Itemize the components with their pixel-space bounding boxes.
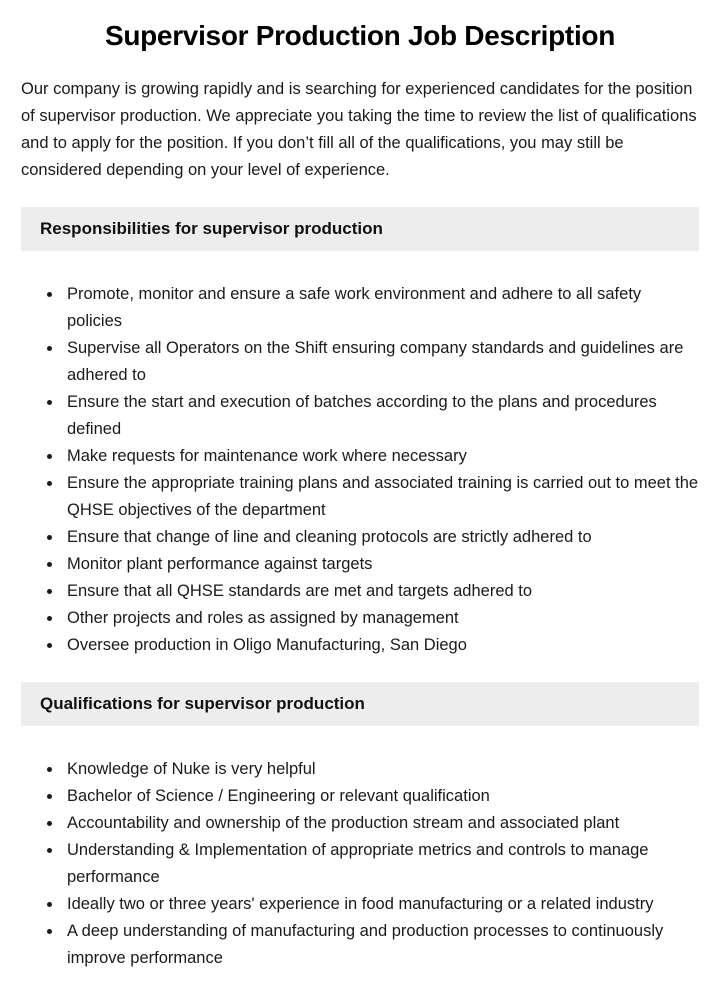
bullet-item: • Accountability and ownership of the production stream and associated plant <box>63 810 699 837</box>
bullet-item: • Knowledge of Nuke is very helpful <box>63 756 699 783</box>
qualifications-list <box>21 756 699 972</box>
responsibilities-list <box>21 281 699 659</box>
bullet-item: • Ideally two or three years' experience in food manufacturing or a related industry <box>63 891 699 918</box>
bullet-item: • A deep understanding of manufacturing and production processes to continuously improve performance <box>63 918 699 972</box>
bullet-item: • Ensure that all QHSE standards are met and targets adhered to <box>63 578 699 605</box>
intro-paragraph: Our company is growing rapidly and is searching for experienced candidates for the position of supervisor production. We appreciate you taking the time to review the list of qualifications and to apply for the position. If you don’t fill all of the qualifications, you may still be considered depending on your level of experience. <box>21 80 697 179</box>
bullet-item: • Oversee production in Oligo Manufacturing, San Diego <box>63 632 699 659</box>
bullet-item: • Promote, monitor and ensure a safe work environment and adhere to all safety policies <box>63 281 699 335</box>
bullet-item: • Other projects and roles as assigned by management <box>63 605 699 632</box>
bullet-item: • Bachelor of Science / Engineering or relevant qualification <box>63 783 699 810</box>
responsibilities-section-header: Responsibilities for supervisor production <box>21 207 699 251</box>
bullet-item: • Monitor plant performance against targets <box>63 551 699 578</box>
page-title: Supervisor Production Job Description <box>104 20 616 51</box>
responsibilities-section <box>21 207 699 659</box>
qualifications-section <box>21 682 699 972</box>
bullet-item: • Ensure that change of line and cleaning protocols are strictly adhered to <box>63 524 699 551</box>
bullet-item: • Understanding & Implementation of appropriate metrics and controls to manage performance <box>63 837 699 891</box>
qualifications-section-header: Qualifications for supervisor production <box>21 682 699 726</box>
bullet-item: • Ensure the appropriate training plans and associated training is carried out to meet the QHSE objectives of the department <box>63 470 699 524</box>
bullet-item: • Ensure the start and execution of batches according to the plans and procedures defined <box>63 389 699 443</box>
bullet-item: • Supervise all Operators on the Shift ensuring company standards and guidelines are adhered to <box>63 335 699 389</box>
bullet-item: • Make requests for maintenance work where necessary <box>63 443 699 470</box>
